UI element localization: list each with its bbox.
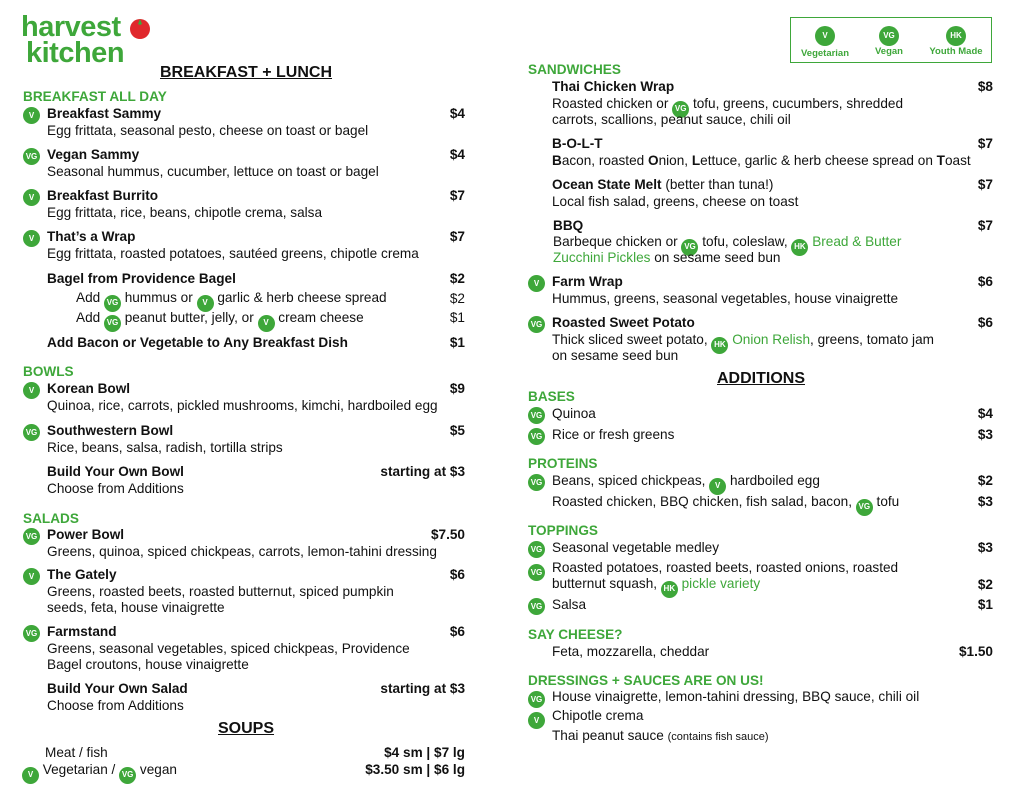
- soup-vegan-label: vegan: [139, 762, 177, 777]
- desc-text: acon, roasted: [561, 153, 648, 168]
- menu-item-price: $6: [449, 567, 465, 582]
- menu-item-price: $6: [977, 274, 993, 289]
- logo-line2: kitchen: [26, 37, 125, 69]
- addition-price: $3: [977, 540, 993, 555]
- youth-made-text: Onion Relish: [732, 332, 811, 347]
- vegetarian-icon: V: [23, 568, 40, 585]
- addition-name: [552, 728, 769, 745]
- youth-made-text: Zucchini Pickles: [553, 250, 651, 265]
- addition-name: Salsa: [552, 597, 587, 612]
- youth-made-icon: HK: [791, 239, 808, 256]
- desc-text: Thai peanut sauce: [552, 728, 664, 743]
- vegetarian-icon: V: [23, 230, 40, 247]
- addition-name: [552, 576, 760, 598]
- menu-item-desc: Local fish salad, greens, cheese on toast: [552, 194, 799, 209]
- desc-text: T: [936, 153, 945, 168]
- menu-item-name: Southwestern Bowl: [47, 423, 174, 438]
- menu-item-price: $4: [449, 147, 465, 162]
- menu-item-name: Korean Bowl: [47, 381, 131, 396]
- vegetarian-icon: V: [258, 315, 275, 332]
- desc-text: B: [552, 153, 562, 168]
- addon-text: hummus or: [124, 290, 193, 305]
- legend-label: Youth Made: [929, 46, 983, 57]
- menu-item-name: Farm Wrap: [552, 274, 623, 289]
- desc-text: tofu, coleslaw,: [702, 234, 788, 249]
- vegetarian-icon: V: [709, 478, 726, 495]
- bagel-addon-row: [76, 290, 387, 312]
- desc-text: L: [691, 153, 701, 168]
- menu-item-desc: Greens, quinoa, spiced chickpeas, carrots, lemon-tahini dressing: [47, 544, 437, 559]
- menu-item-name: BBQ: [553, 218, 584, 233]
- vegan-icon: VG: [23, 625, 40, 642]
- menu-item-name: Add Bacon or Vegetable to Any Breakfast Dish: [47, 335, 348, 350]
- addon-text: Add: [76, 310, 101, 325]
- vegetarian-icon: V: [197, 295, 214, 312]
- vegetarian-icon: V: [815, 26, 835, 46]
- additions-title: ADDITIONS: [717, 370, 805, 387]
- breakfast-lunch-title: BREAKFAST + LUNCH: [160, 64, 333, 81]
- menu-item-desc: Bagel croutons, house vinaigrette: [47, 657, 249, 672]
- menu-item-name: Breakfast Sammy: [47, 106, 162, 121]
- vegan-icon: VG: [104, 295, 121, 312]
- soup-meat-label: Meat / fish: [45, 745, 108, 760]
- dressings-heading: DRESSINGS + SAUCES ARE ON US!: [528, 673, 764, 688]
- addon-text: Add: [76, 290, 101, 305]
- menu-item-name: Ocean State Melt: [552, 177, 662, 192]
- desc-text: ettuce, garlic & herb cheese spread on: [700, 153, 937, 168]
- addition-name: House vinaigrette, lemon-tahini dressing, BBQ sauce, chili oil: [552, 689, 920, 704]
- menu-item-desc: on sesame seed bun: [552, 348, 679, 363]
- bagel-addon-row: [76, 310, 364, 332]
- menu-item-price: $5: [449, 423, 465, 438]
- menu-item-name: The Gately: [47, 567, 117, 582]
- legend-box: [790, 17, 992, 63]
- menu-item-price: $7.50: [430, 527, 465, 542]
- toppings-heading: TOPPINGS: [528, 523, 598, 538]
- vegan-icon: VG: [528, 691, 545, 708]
- addition-price: $3: [977, 427, 993, 442]
- menu-item-name: Thai Chicken Wrap: [552, 79, 675, 94]
- addition-name: Seasonal vegetable medley: [552, 540, 720, 555]
- menu-item-price: $9: [449, 381, 465, 396]
- menu-item-price: starting at $3: [380, 681, 465, 696]
- desc-text: oast: [944, 153, 971, 168]
- vegan-icon: VG: [528, 598, 545, 615]
- vegan-icon: VG: [528, 541, 545, 558]
- desc-text: tofu: [876, 494, 900, 509]
- menu-item-note: (better than tuna!): [665, 177, 774, 192]
- bowls-heading: BOWLS: [23, 364, 74, 379]
- soup-veg-row: [22, 762, 177, 784]
- legend-vegetarian: [795, 23, 855, 60]
- vegetarian-icon: V: [23, 107, 40, 124]
- vegan-icon: VG: [528, 474, 545, 491]
- youth-made-text: Bread & Butter: [812, 234, 902, 249]
- menu-item-name: Build Your Own Salad: [47, 681, 188, 696]
- menu-item-name: Bagel from Providence Bagel: [47, 271, 236, 286]
- desc-text: , greens, tomato jam: [810, 332, 934, 347]
- menu-item-price: starting at $3: [380, 464, 465, 479]
- menu-item-price: $1: [449, 335, 465, 350]
- menu-item-desc: Egg frittata, seasonal pesto, cheese on toast or bagel: [47, 123, 369, 138]
- desc-text: Roasted chicken or: [552, 96, 669, 111]
- addon-price: $2: [449, 291, 465, 306]
- legend-youth-made: [921, 23, 991, 58]
- menu-item-name: Farmstand: [47, 624, 117, 639]
- menu-item-desc: Egg frittata, roasted potatoes, sautéed greens, chipotle crema: [47, 246, 419, 261]
- vegan-icon: VG: [23, 528, 40, 545]
- menu-item-desc: [553, 250, 780, 266]
- desc-text: Barbeque chicken or: [553, 234, 678, 249]
- menu-item-price: $2: [449, 271, 465, 286]
- menu-item-desc: Rice, beans, salsa, radish, tortilla strips: [47, 440, 283, 455]
- menu-item-desc: Greens, roasted beets, roasted butternut, spiced pumpkin: [47, 584, 394, 599]
- desc-text: Roasted chicken, BBQ chicken, fish salad, bacon,: [552, 494, 852, 509]
- sandwiches-heading: SANDWICHES: [528, 62, 621, 77]
- addition-price: $2: [977, 473, 993, 488]
- menu-item-desc: carrots, scallions, peanut sauce, chili oil: [552, 112, 791, 127]
- logo-line1: harvest: [21, 11, 121, 43]
- addition-price: $3: [977, 494, 993, 509]
- menu-item-desc: Choose from Additions: [47, 481, 184, 496]
- vegan-icon: VG: [856, 499, 873, 516]
- addon-text: garlic & herb cheese spread: [217, 290, 387, 305]
- addon-text: peanut butter, jelly, or: [124, 310, 254, 325]
- menu-item-desc: seeds, feta, house vinaigrette: [47, 600, 225, 615]
- vegan-icon: VG: [879, 26, 899, 46]
- salads-heading: SALADS: [23, 511, 79, 526]
- vegetarian-icon: V: [23, 189, 40, 206]
- menu-item-price: $6: [977, 315, 993, 330]
- addon-text: cream cheese: [278, 310, 364, 325]
- vegan-icon: VG: [119, 767, 136, 784]
- menu-item-desc: Egg frittata, rice, beans, chipotle crema, salsa: [47, 205, 323, 220]
- menu-item-price: $7: [449, 229, 465, 244]
- menu-item-price: $4: [449, 106, 465, 121]
- menu-item-price: $7: [449, 188, 465, 203]
- youth-made-icon: HK: [711, 337, 728, 354]
- addition-price: $4: [977, 406, 993, 421]
- vegan-icon: VG: [23, 148, 40, 165]
- proteins-heading: PROTEINS: [528, 456, 598, 471]
- youth-made-icon: HK: [661, 581, 678, 598]
- desc-text: Beans, spiced chickpeas,: [552, 473, 706, 488]
- menu-item-name: That’s a Wrap: [47, 229, 136, 244]
- bases-heading: BASES: [528, 389, 575, 404]
- vegan-icon: VG: [23, 424, 40, 441]
- vegan-icon: VG: [681, 239, 698, 256]
- soup-veg-label: Vegetarian /: [42, 762, 116, 777]
- desc-note: (contains fish sauce): [667, 731, 769, 743]
- menu-item-name: B-O-L-T: [552, 136, 603, 151]
- menu-item-desc: Quinoa, rice, carrots, pickled mushrooms, kimchi, hardboiled egg: [47, 398, 438, 413]
- menu-item-desc: Seasonal hummus, cucumber, lettuce on toast or bagel: [47, 164, 379, 179]
- breakfast-heading: BREAKFAST ALL DAY: [23, 89, 167, 104]
- desc-text: Thick sliced sweet potato,: [552, 332, 708, 347]
- addition-price: $1.50: [958, 644, 993, 659]
- vegetarian-icon: V: [528, 712, 545, 729]
- vegan-icon: VG: [528, 564, 545, 581]
- youth-made-icon: HK: [946, 26, 966, 46]
- addition-name: Quinoa: [552, 406, 596, 421]
- addition-name: [552, 473, 820, 495]
- vegan-icon: VG: [528, 407, 545, 424]
- addition-name: Feta, mozzarella, cheddar: [552, 644, 710, 659]
- menu-item-desc: Choose from Additions: [47, 698, 184, 713]
- menu-item-desc: Greens, seasonal vegetables, spiced chickpeas, Providence: [47, 641, 410, 656]
- menu-item-price: $7: [977, 136, 993, 151]
- vegan-icon: VG: [528, 428, 545, 445]
- vegetarian-icon: V: [528, 275, 545, 292]
- addition-name: [552, 494, 899, 516]
- addition-price: $1: [977, 597, 993, 612]
- menu-item-title: [552, 177, 773, 193]
- desc-text: on sesame seed bun: [654, 250, 781, 265]
- menu-item-name: Vegan Sammy: [47, 147, 140, 162]
- menu-item-name: Roasted Sweet Potato: [552, 315, 695, 330]
- desc-text: O: [647, 153, 659, 168]
- desc-text: butternut squash,: [552, 576, 658, 591]
- addon-price: $1: [449, 310, 465, 325]
- legend-label: Vegetarian: [800, 48, 850, 59]
- soup-meat-price: $4 sm | $7 lg: [384, 745, 465, 760]
- legend-vegan: [859, 23, 919, 58]
- tomato-icon: [127, 14, 153, 40]
- menu-item-price: $6: [449, 624, 465, 639]
- addition-price: $2: [977, 577, 993, 592]
- vegan-icon: VG: [672, 101, 689, 118]
- soups-title: SOUPS: [218, 720, 275, 737]
- desc-text: tofu, greens, cucumbers, shredded: [692, 96, 904, 111]
- menu-item-price: $8: [977, 79, 993, 94]
- addition-name: Roasted potatoes, roasted beets, roasted onions, roasted: [552, 560, 899, 575]
- vegan-icon: VG: [104, 315, 121, 332]
- legend-label: Vegan: [875, 46, 903, 57]
- addition-name: Chipotle crema: [552, 708, 644, 723]
- menu-item-name: Power Bowl: [47, 527, 125, 542]
- vegetarian-icon: V: [22, 767, 39, 784]
- vegan-icon: VG: [528, 316, 545, 333]
- menu-item-desc: Hummus, greens, seasonal vegetables, house vinaigrette: [552, 291, 899, 306]
- cheese-heading: SAY CHEESE?: [528, 627, 623, 642]
- menu-item-name: Build Your Own Bowl: [47, 464, 184, 479]
- menu-item-name: Breakfast Burrito: [47, 188, 159, 203]
- menu-item-price: $7: [977, 177, 993, 192]
- youth-made-text: pickle variety: [681, 576, 761, 591]
- menu-item-price: $7: [977, 218, 993, 233]
- desc-text: hardboiled egg: [729, 473, 820, 488]
- menu-item-desc: [552, 153, 971, 169]
- addition-name: Rice or fresh greens: [552, 427, 675, 442]
- vegetarian-icon: V: [23, 382, 40, 399]
- logo: [21, 12, 153, 68]
- desc-text: nion,: [658, 153, 692, 168]
- soup-veg-price: $3.50 sm | $6 lg: [365, 762, 465, 777]
